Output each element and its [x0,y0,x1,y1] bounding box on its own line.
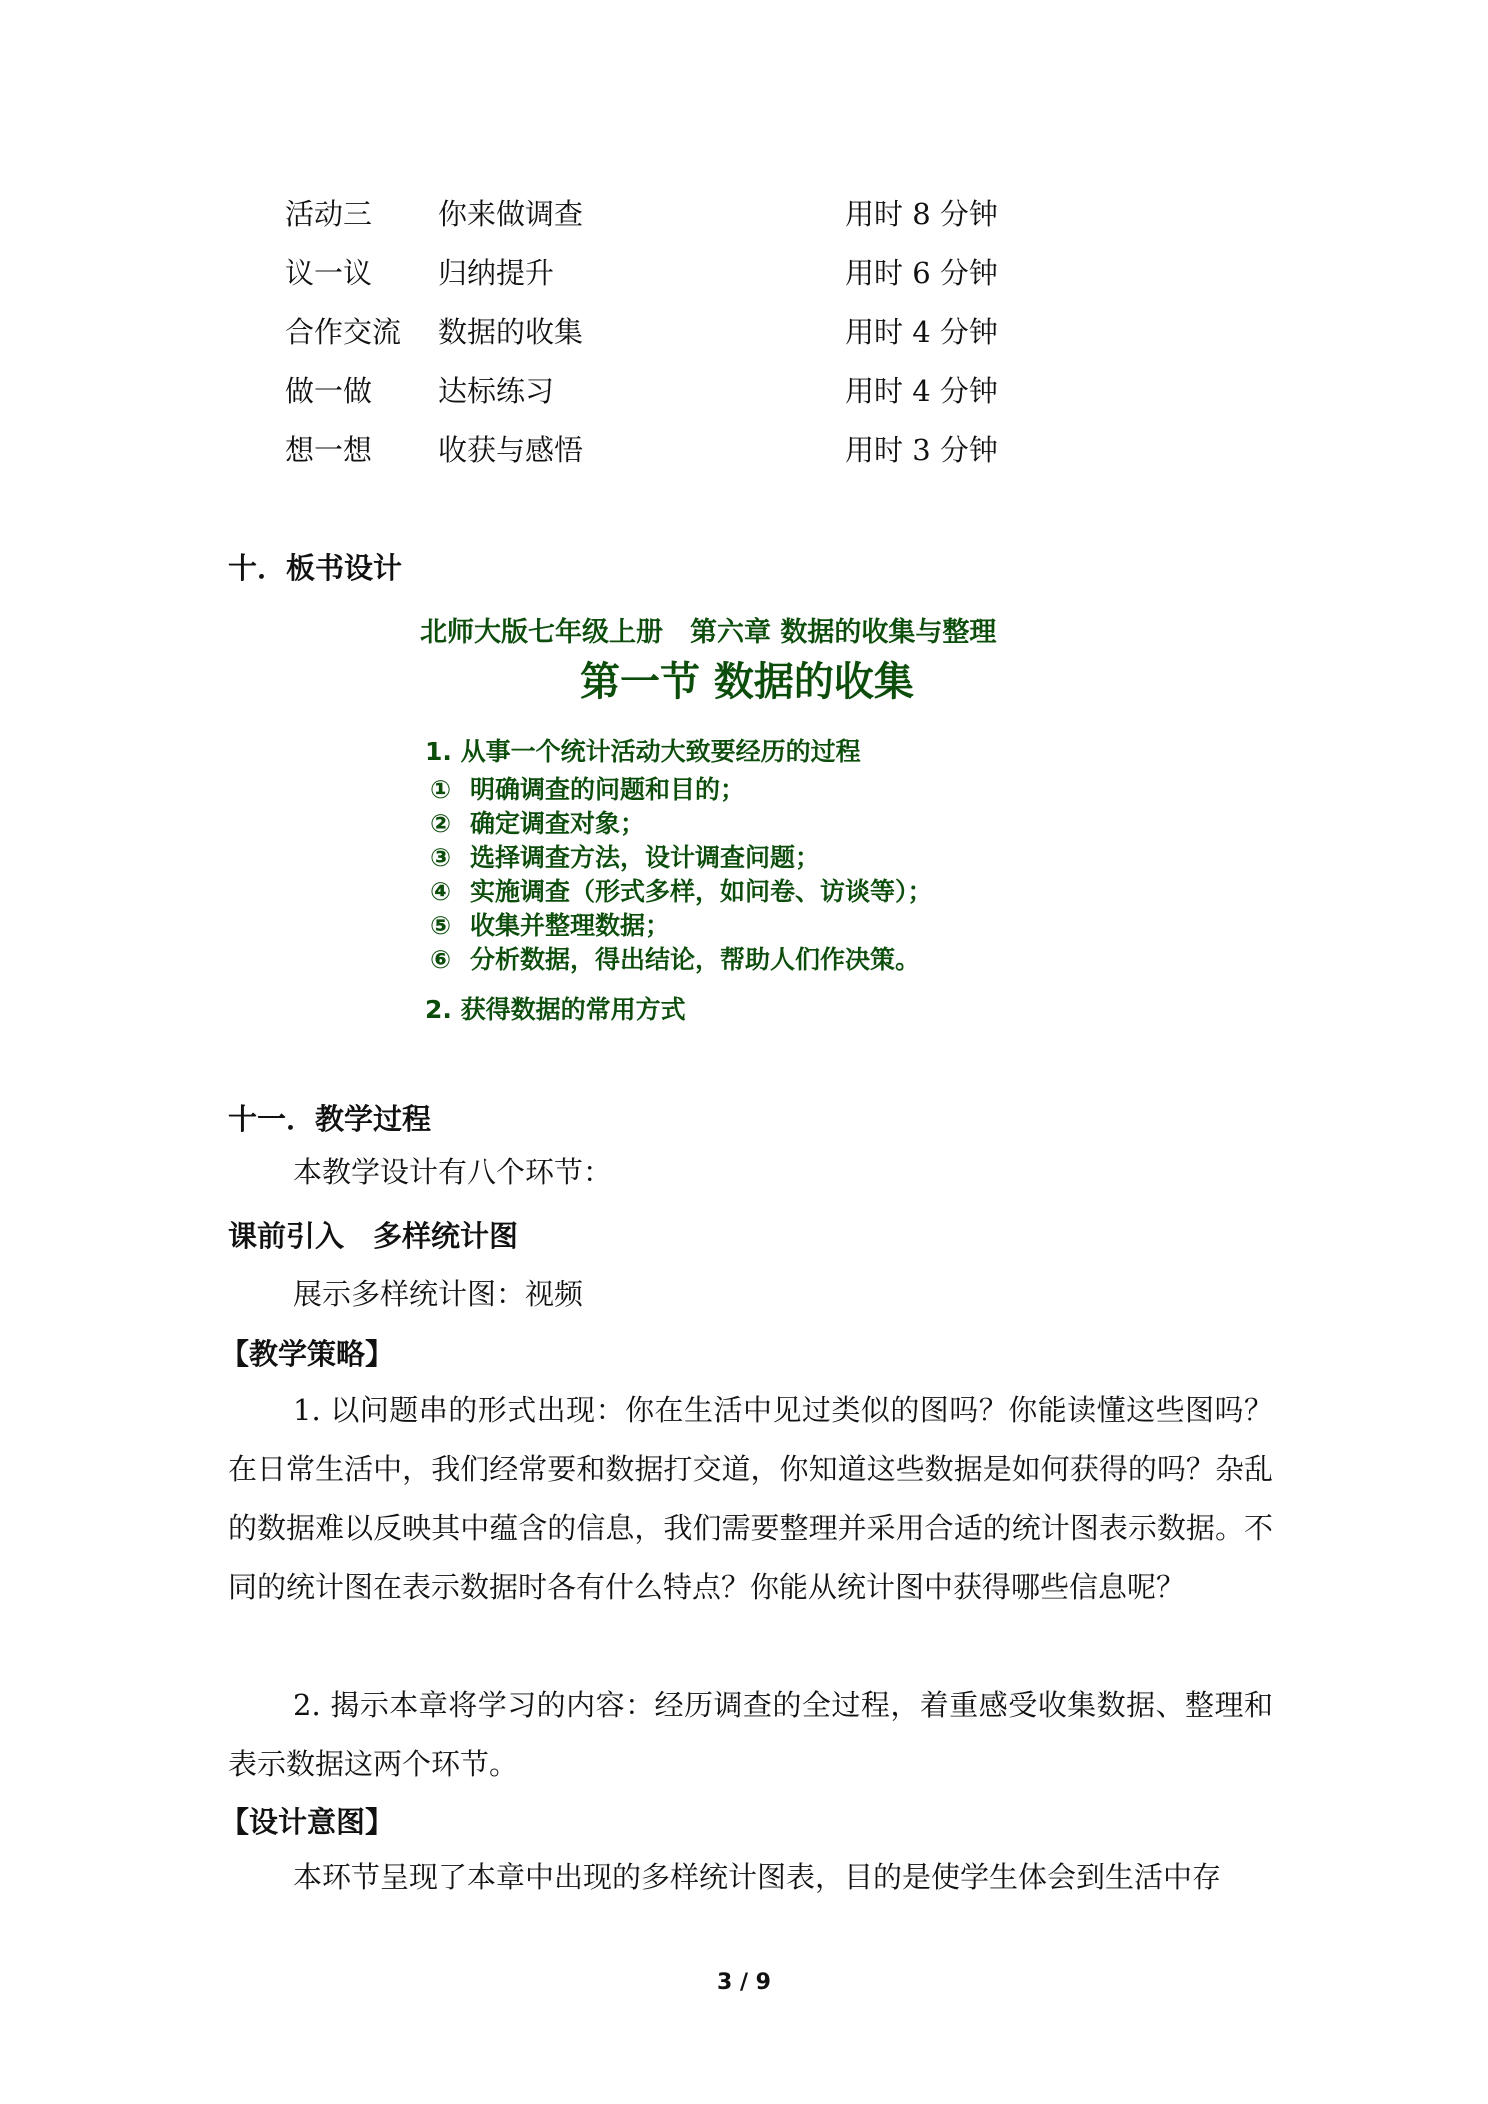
section-heading-board-design: 十．板书设计 [228,551,403,585]
section-heading-teaching-process: 十一．教学过程 [228,1102,432,1136]
step-number: ⑥ [430,945,452,974]
board-step [430,770,745,806]
activity-name: 议一议 [285,256,373,290]
step-text: 收集并整理数据； [470,911,671,940]
activity-time: 用时 6 分钟 [845,256,998,290]
strategy-paragraph-1: 1. 以问题串的形式出现：你在生活中见过类似的图吗？你能读懂这些图吗？在日常生活中，我们经常要和数据打交道，你知道这些数据是如何获得的吗？杂乱的数据难以反映其中蕴含的信息，我们需要整理并采用合适的统计图表示数据。不同的统计图在表示数据时各有什么特点？你能从统计图中获得哪些信息呢？ [228,1393,1273,1604]
page-number: 3 / 9 [717,1970,771,1995]
strategy-paragraph-2: 2. 揭示本章将学习的内容：经历调查的全过程，着重感受收集数据、整理和表示数据这两个环节。 [228,1688,1273,1781]
step-text: 实施调查（形式多样，如问卷、访谈等）； [470,877,933,906]
schedule-row [285,310,1045,350]
board-title: 第一节 数据的收集 [580,659,914,705]
board-section-2: 2. 获得数据的常用方式 [425,995,686,1024]
intent-paragraph: 本环节呈现了本章中出现的多样统计图表，目的是使学生体会到生活中存 [293,1860,1222,1894]
board-step [430,872,933,908]
board-step [430,940,920,976]
board-step [430,804,645,840]
activity-time: 用时 8 分钟 [845,197,998,231]
activity-topic: 数据的收集 [438,315,584,349]
stage-description: 展示多样统计图：视频 [293,1277,584,1311]
step-text: 选择调查方法，设计调查问题； [470,843,821,872]
schedule-row [285,369,1045,409]
schedule-row [285,428,1045,468]
step-number: ⑤ [430,911,452,940]
activity-name: 合作交流 [285,315,402,349]
activity-topic: 收获与感悟 [438,433,584,467]
activity-time: 用时 4 分钟 [845,315,998,349]
activity-time: 用时 3 分钟 [845,433,998,467]
activity-name: 做一做 [285,374,373,408]
activity-topic: 你来做调查 [438,197,584,231]
activity-topic: 达标练习 [438,374,555,408]
step-text: 分析数据，得出结论，帮助人们作决策。 [470,945,921,974]
strategy-label: 【教学策略】 [220,1337,395,1371]
board-step [430,838,820,874]
step-number: ① [430,775,452,804]
step-text: 明确调查的问题和目的； [470,775,746,804]
board-step [430,906,670,942]
activity-topic: 归纳提升 [438,256,555,290]
intent-label: 【设计意图】 [220,1805,395,1839]
schedule-row [285,251,1045,291]
activity-name: 想一想 [285,433,373,467]
stage-heading: 课前引入 多样统计图 [228,1219,519,1253]
intro-paragraph: 本教学设计有八个环节： [293,1155,613,1189]
step-text: 确定调查对象； [470,809,646,838]
step-number: ③ [430,843,452,872]
step-number: ② [430,809,452,838]
schedule-row [285,192,1045,232]
step-number: ④ [430,877,452,906]
activity-name: 活动三 [285,197,373,231]
board-design-image [420,606,1080,1026]
board-section-1: 1. 从事一个统计活动大致要经历的过程 [425,737,861,766]
activity-time: 用时 4 分钟 [845,374,998,408]
board-header: 北师大版七年级上册 第六章 数据的收集与整理 [420,617,997,648]
